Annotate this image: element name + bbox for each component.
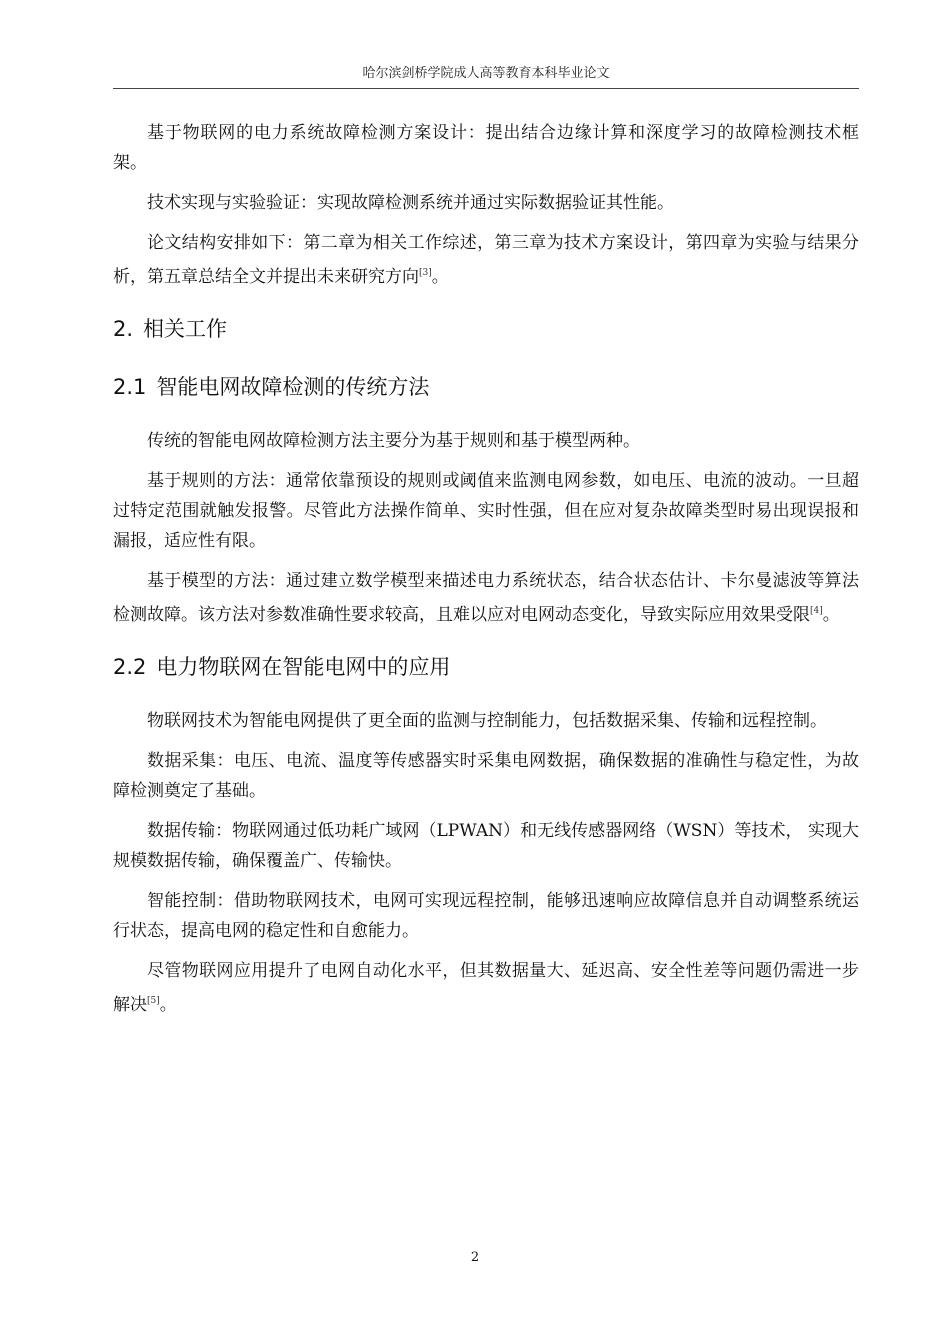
section-2-2-paragraph-5 [113, 956, 859, 1020]
section-2-number: 2. [113, 317, 134, 341]
section-2-2-paragraph-3: 数据传输：物联网通过低功耗广域网（LPWAN）和无线传感器网络（WSN）等技术， 实现大规模数据传输，确保覆盖广、传输快。 [113, 821, 859, 871]
intro-paragraph-1: 基于物联网的电力系统故障检测方案设计：提出结合边缘计算和深度学习的故障检测技术框架。 [113, 123, 859, 173]
section-2-2-paragraph-4: 智能控制：借助物联网技术，电网可实现远程控制，能够迅速响应故障信息并自动调整系统运行状态，提高电网的稳定性和自愈能力。 [113, 891, 859, 941]
section-2-2-heading [113, 652, 859, 682]
intro-paragraph-3-text: 论文结构安排如下：第二章为相关工作综述，第三章为技术方案设计，第四章为实验与结果分析，第五章总结全文并提出未来研究方向 [113, 233, 859, 287]
section-2-title: 相关工作 [143, 317, 228, 341]
section-2-1-number: 2.1 [113, 375, 147, 399]
section-2-1-paragraph-1: 传统的智能电网故障检测方法主要分为基于规则和基于模型两种。 [147, 431, 640, 451]
section-2-2-number: 2.2 [113, 655, 147, 679]
section-2-1-paragraph-3-end: 。 [822, 605, 840, 625]
page-header [113, 62, 859, 89]
section-2-heading [113, 314, 859, 344]
page-number: 2 [470, 1250, 480, 1265]
section-2-1-paragraph-3 [113, 566, 859, 630]
header-title: 哈尔滨剑桥学院成人高等教育本科毕业论文 [362, 66, 610, 81]
section-2-1-paragraph-3-text: 基于模型的方法：通过建立数学模型来描述电力系统状态，结合状态估计、卡尔曼滤波等算法检测故障。该方法对参数准确性要求较高，且难以应对电网动态变化，导致实际应用效果受限 [113, 571, 859, 625]
section-2-1-heading [113, 372, 859, 402]
section-2-1-paragraph-2: 基于规则的方法：通常依靠预设的规则或阈值来监测电网参数，如电压、电流的波动。一旦超过特定范围就触发报警。尽管此方法操作简单、实时性强，但在应对复杂故障类型时易出现误报和漏报，适应性有限。 [113, 471, 859, 551]
citation-4[interactable]: [4] [810, 606, 823, 616]
page-body [113, 118, 859, 1030]
section-2-2-paragraph-5-text: 尽管物联网应用提升了电网自动化水平，但其数据量大、延迟高、安全性差等问题仍需进一步解决 [113, 961, 859, 1015]
section-2-2-paragraph-1: 物联网技术为智能电网提供了更全面的监测与控制能力，包括数据采集、传输和远程控制。 [147, 711, 827, 731]
intro-paragraph-3 [113, 228, 859, 292]
citation-3[interactable]: [3] [419, 268, 432, 278]
intro-paragraph-3-end: 。 [431, 267, 449, 287]
section-2-1-title: 智能电网故障检测的传统方法 [156, 375, 430, 399]
section-2-2-paragraph-5-end: 。 [159, 995, 177, 1015]
citation-5[interactable]: [5] [147, 996, 160, 1006]
intro-paragraph-2: 技术实现与实验验证：实现故障检测系统并通过实际数据验证其性能。 [147, 193, 674, 213]
section-2-2-paragraph-2: 数据采集：电压、电流、温度等传感器实时采集电网数据，确保数据的准确性与稳定性，为故障检测奠定了基础。 [113, 751, 859, 801]
section-2-2-title: 电力物联网在智能电网中的应用 [156, 655, 451, 679]
